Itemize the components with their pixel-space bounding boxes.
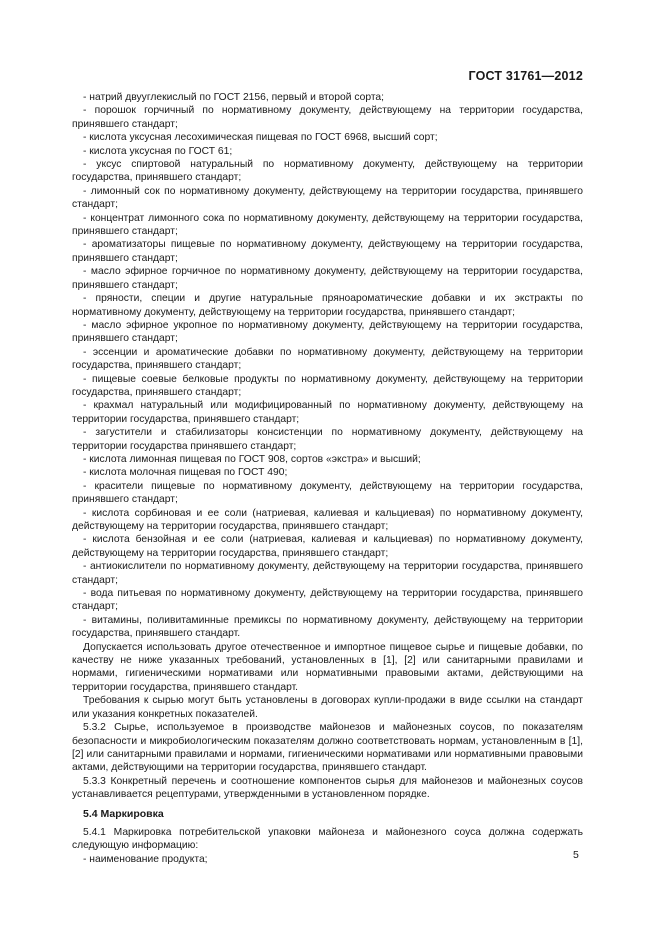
list-item: - пряности, специи и другие натуральные пряноароматические добавки и их экстракты по нормативному документу, действующему на территории государства, принявшего стандарт; xyxy=(72,293,583,318)
list-item: - наименование продукта; xyxy=(83,853,208,865)
list-item: - кислота сорбиновая и ее соли (натриевая, калиевая и кальциевая) по нормативному документу, действующему на территории государства, принявшего стандарт; xyxy=(72,507,583,532)
section-title: 5.4 Маркировка xyxy=(83,807,164,820)
list-item: - антиокислители по нормативному документу, действующему на территории государства, принявшего стандарт; xyxy=(72,561,583,586)
list-item: - уксус спиртовой натуральный по нормативному документу, действующему на территории государства, принявшего стандарт; xyxy=(72,159,583,184)
list-item: - кислота уксусная лесохимическая пищевая по ГОСТ 6968, высший сорт; xyxy=(83,132,438,144)
paragraph-requirements: Требования к сырью могут быть установлены в договорах купли-продажи в виде ссылки на стандарт или указания конкретных показателей. xyxy=(72,695,583,720)
paragraph-5-4-1: 5.4.1 Маркировка потребительской упаковки майонеза и майонезного соуса должна содержать следующую информацию: xyxy=(72,826,583,852)
document-header: ГОСТ 31761—2012 xyxy=(468,69,583,83)
list-item: - лимонный сок по нормативному документу, действующему на территории государства, принявшего стандарт; xyxy=(72,185,583,211)
list-item: - витамины, поливитаминные премиксы по нормативному документу, действующему на территории государства, принявшего стандарт. xyxy=(72,614,583,640)
page-number: 5 xyxy=(573,849,579,861)
document-body xyxy=(72,91,583,866)
list-item: - крахмал натуральный или модифицированный по нормативному документу, действующему на территории государства, принявшего стандарт; xyxy=(72,400,583,425)
paragraph-additives: Допускается использовать другое отечественное и импортное пищевое сырье и пищевые добавки, по качеству не ниже указанных требований, установленных в [1], [2] или санитарными правилами и нормами, гигиеническими нормативами или нормативными правовыми актами, действующими на территории государства, принявшего стандарт. xyxy=(72,641,583,693)
list-item: - порошок горчичный по нормативному документу, действующему на территории государства, принявшего стандарт; xyxy=(72,105,583,130)
list-item: - пищевые соевые белковые продукты по нормативному документу, действующему на территории государства, принявшего стандарт; xyxy=(72,373,583,398)
list-item: - кислота молочная пищевая по ГОСТ 490; xyxy=(83,467,288,479)
list-item: - кислота бензойная и ее соли (натриевая, калиевая и кальциевая) по нормативному документу, действующему на территории государства, принявшего стандарт; xyxy=(72,534,583,559)
list-item: - концентрат лимонного сока по нормативному документу, действующему на территории государства, принявшего стандарт; xyxy=(72,212,583,238)
list-item: - натрий двууглекислый по ГОСТ 2156, первый и второй сорта; xyxy=(83,92,385,103)
list-item: - кислота лимонная пищевая по ГОСТ 908, сортов «экстра» и высший; xyxy=(83,453,421,465)
list-item: - ароматизаторы пищевые по нормативному документу, действующему на территории государства, принявшего стандарт; xyxy=(72,239,583,264)
list-item: - эссенции и ароматические добавки по нормативному документу, действующему на территории государства, принявшего стандарт; xyxy=(72,346,583,372)
list-item: - масло эфирное горчичное по нормативному документу, действующему на территории государства, принявшего стандарт; xyxy=(72,266,583,291)
list-item: - красители пищевые по нормативному документу, действующему на территории государства, принявшего стандарт; xyxy=(72,480,583,506)
list-item: - загустители и стабилизаторы консистенции по нормативному документу, действующему на территории государства принявшего стандарт; xyxy=(72,427,583,452)
list-item: - кислота уксусная по ГОСТ 61; xyxy=(83,145,233,157)
list-item: - вода питьевая по нормативному документу, действующему на территории государства, принявшего стандарт; xyxy=(72,588,583,613)
paragraph-5-3-3: 5.3.3 Конкретный перечень и соотношение компонентов сырья для майонезов и майонезных соусов устанавливается рецептурами, утвержденными в установленном порядке. xyxy=(72,775,583,801)
list-item: - масло эфирное укропное по нормативному документу, действующему на территории государства, принявшего стандарт; xyxy=(72,319,583,345)
paragraph-5-3-2: 5.3.2 Сырье, используемое в производстве майонезов и майонезных соусов, по показателям безопасности и микробиологическим показателям должно соответствовать нормам, установленным в [1], [2] или санитарными правилами и нормами, гигиеническими нормативами или нормативными правовыми актами, действующими на территории государства, принявшего стандарт. xyxy=(72,722,583,774)
